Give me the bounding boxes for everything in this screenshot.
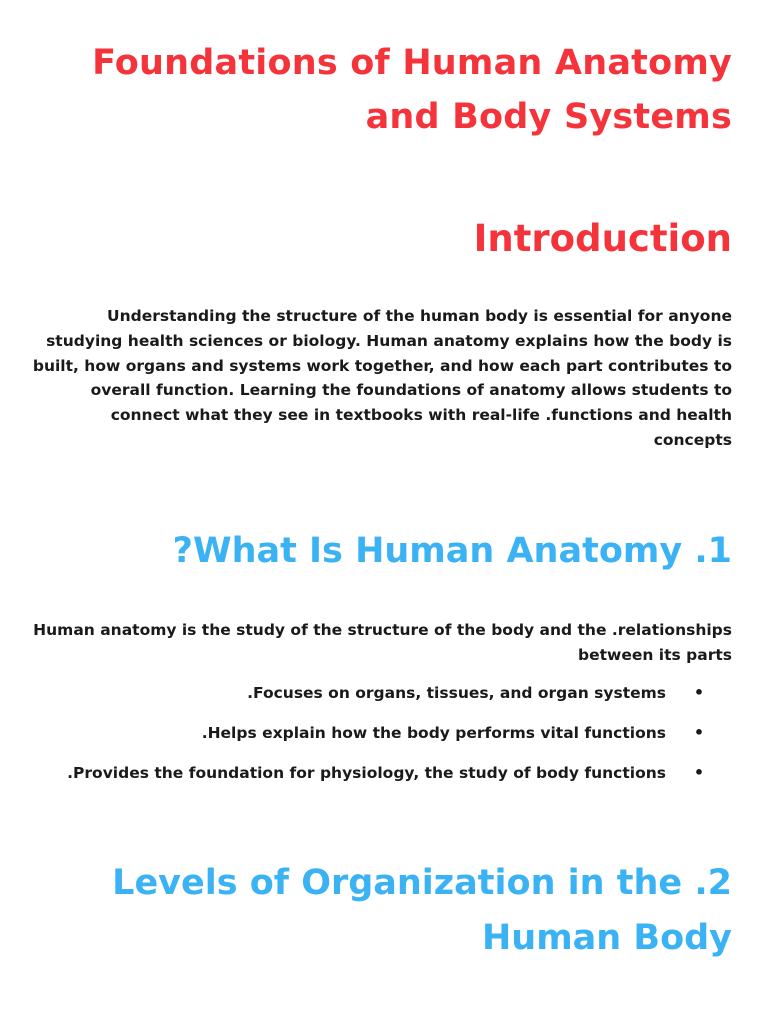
list-item [12,720,732,760]
document-title: Foundations of Human Anatomy and Body Systems [92,43,732,137]
bullet-text: .Focuses on organs, tissues, and organ systems [247,684,666,702]
bullet-icon: • [693,723,705,742]
section-1-paragraph: Human anatomy is the study of the structure of the body and the .relationships between its parts [33,621,732,664]
bullet-icon: • [693,763,705,782]
list-item [12,760,732,800]
section-2-heading: Levels of Organization in the .2 Human Body [112,863,732,958]
bullet-icon: • [693,683,705,702]
list-item [12,680,732,720]
section-1-bullet-list [12,680,732,800]
section-1-heading: ?What Is Human Anatomy .1 [172,531,732,571]
bullet-text: .Helps explain how the body performs vital functions [201,724,666,742]
bullet-text: .Provides the foundation for physiology, the study of body functions [67,764,666,782]
introduction-paragraph: Understanding the structure of the human body is essential for anyone studying health sciences or biology. Human anatomy explains how the body is built, how organs and systems work together, and how each part contributes to overall function. Learning the foundations of anatomy allows students to connect what they see in textbooks with real-life .functions and health concepts [32,307,732,449]
introduction-heading: Introduction [473,217,732,260]
